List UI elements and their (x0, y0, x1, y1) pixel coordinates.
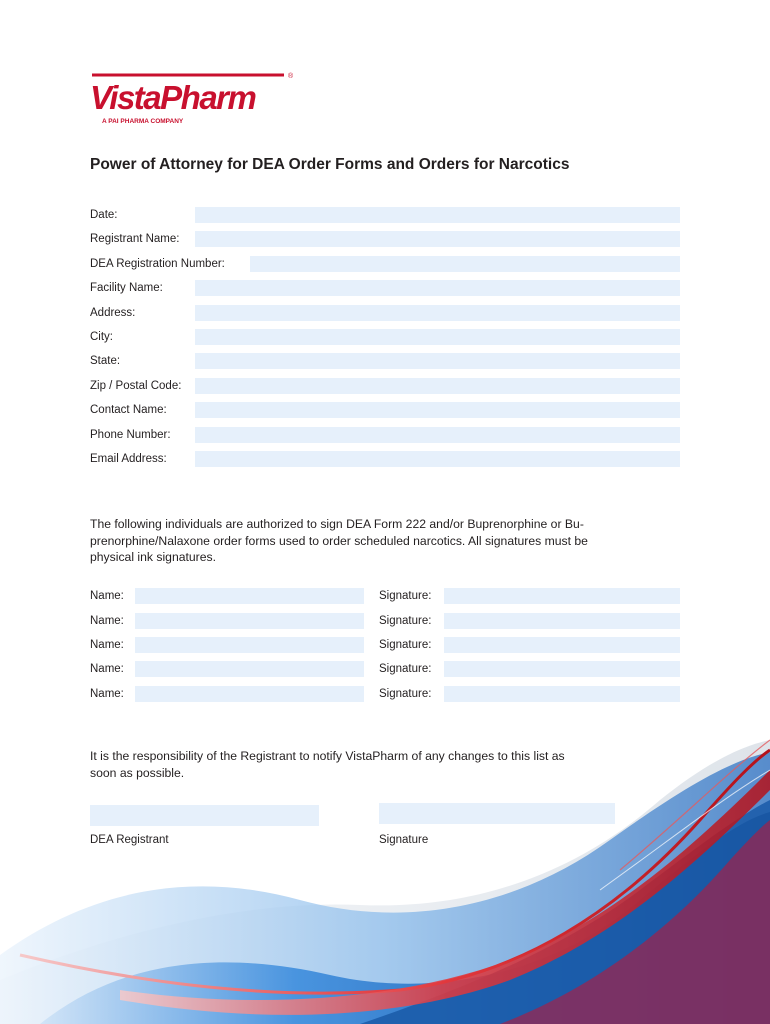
signer-name-field-1[interactable] (135, 588, 364, 604)
responsibility-line-1: It is the responsibility of the Registrant to notify VistaPharm of any changes to this list as (90, 749, 565, 763)
registered-mark: ® (288, 73, 294, 80)
state-row (90, 353, 680, 369)
city-row (90, 329, 680, 345)
vistapharm-logo (88, 66, 298, 128)
zip-postal-code-label: Zip / Postal Code: (90, 380, 182, 392)
contact-name-label: Contact Name: (90, 404, 167, 416)
email-address-label: Email Address: (90, 453, 167, 465)
logo-wordmark: VistaPharm (90, 79, 256, 116)
facility-name-field[interactable] (195, 280, 680, 296)
address-label: Address: (90, 307, 136, 319)
city-label: City: (90, 331, 113, 343)
signer-signature-label: Signature: (379, 688, 432, 700)
signer-signature-label: Signature: (379, 590, 432, 602)
signer-name-field-3[interactable] (135, 637, 364, 653)
signer-name-label: Name: (90, 663, 124, 675)
state-field[interactable] (195, 353, 680, 369)
registrant-name-label: Registrant Name: (90, 233, 180, 245)
dea-registration-number-row (90, 256, 680, 272)
facility-name-row (90, 280, 680, 296)
signer-name-field-2[interactable] (135, 613, 364, 629)
signer-signature-field-3[interactable] (444, 637, 680, 653)
dea-registration-number-field[interactable] (250, 256, 680, 272)
email-address-field[interactable] (195, 451, 680, 467)
logo-tagline: A PAI PHARMA COMPANY (102, 118, 184, 125)
date-row (90, 207, 680, 223)
signer-signature-field-2[interactable] (444, 613, 680, 629)
registrant-signature-label: Signature (379, 834, 429, 846)
address-row (90, 305, 680, 321)
signer-name-field-4[interactable] (135, 661, 364, 677)
contact-name-row (90, 402, 680, 418)
date-field[interactable] (195, 207, 680, 223)
facility-name-label: Facility Name: (90, 282, 163, 294)
phone-number-field[interactable] (195, 427, 680, 443)
state-label: State: (90, 355, 121, 367)
registrant-name-field[interactable] (195, 231, 680, 247)
signer-signature-label: Signature: (379, 639, 432, 651)
date-label: Date: (90, 209, 118, 221)
signer-name-label: Name: (90, 615, 124, 627)
phone-number-label: Phone Number: (90, 429, 171, 441)
registrant-name-row (90, 231, 680, 247)
signer-name-label: Name: (90, 639, 124, 651)
dea-registrant-field[interactable] (90, 805, 319, 826)
signer-name-label: Name: (90, 590, 124, 602)
signer-name-label: Name: (90, 688, 124, 700)
authorization-line-3: physical ink signatures. (90, 550, 216, 564)
phone-number-row (90, 427, 680, 443)
zip-postal-code-row (90, 378, 680, 394)
city-field[interactable] (195, 329, 680, 345)
contact-name-field[interactable] (195, 402, 680, 418)
responsibility-line-2: soon as possible. (90, 765, 185, 780)
registrant-signature-field[interactable] (379, 803, 615, 824)
dea-registrant-label: DEA Registrant (90, 834, 169, 846)
dea-registration-number-label: DEA Registration Number: (90, 258, 225, 270)
email-address-row (90, 451, 680, 467)
signer-signature-field-1[interactable] (444, 588, 680, 604)
signer-name-field-5[interactable] (135, 686, 364, 702)
page-title: Power of Attorney for DEA Order Forms and Orders for Narcotics (90, 156, 570, 173)
signer-signature-label: Signature: (379, 663, 432, 675)
zip-postal-code-field[interactable] (195, 378, 680, 394)
signer-signature-field-5[interactable] (444, 686, 680, 702)
authorization-line-2: prenorphine/Nalaxone order forms used to order scheduled narcotics. All signatures must be (90, 533, 588, 548)
signer-signature-label: Signature: (379, 615, 432, 627)
authorization-paragraph (90, 516, 685, 566)
responsibility-paragraph (90, 748, 685, 781)
authorization-line-1: The following individuals are authorized to sign DEA Form 222 and/or Buprenorphine or Bu- (90, 517, 584, 531)
address-field[interactable] (195, 305, 680, 321)
signer-signature-field-4[interactable] (444, 661, 680, 677)
